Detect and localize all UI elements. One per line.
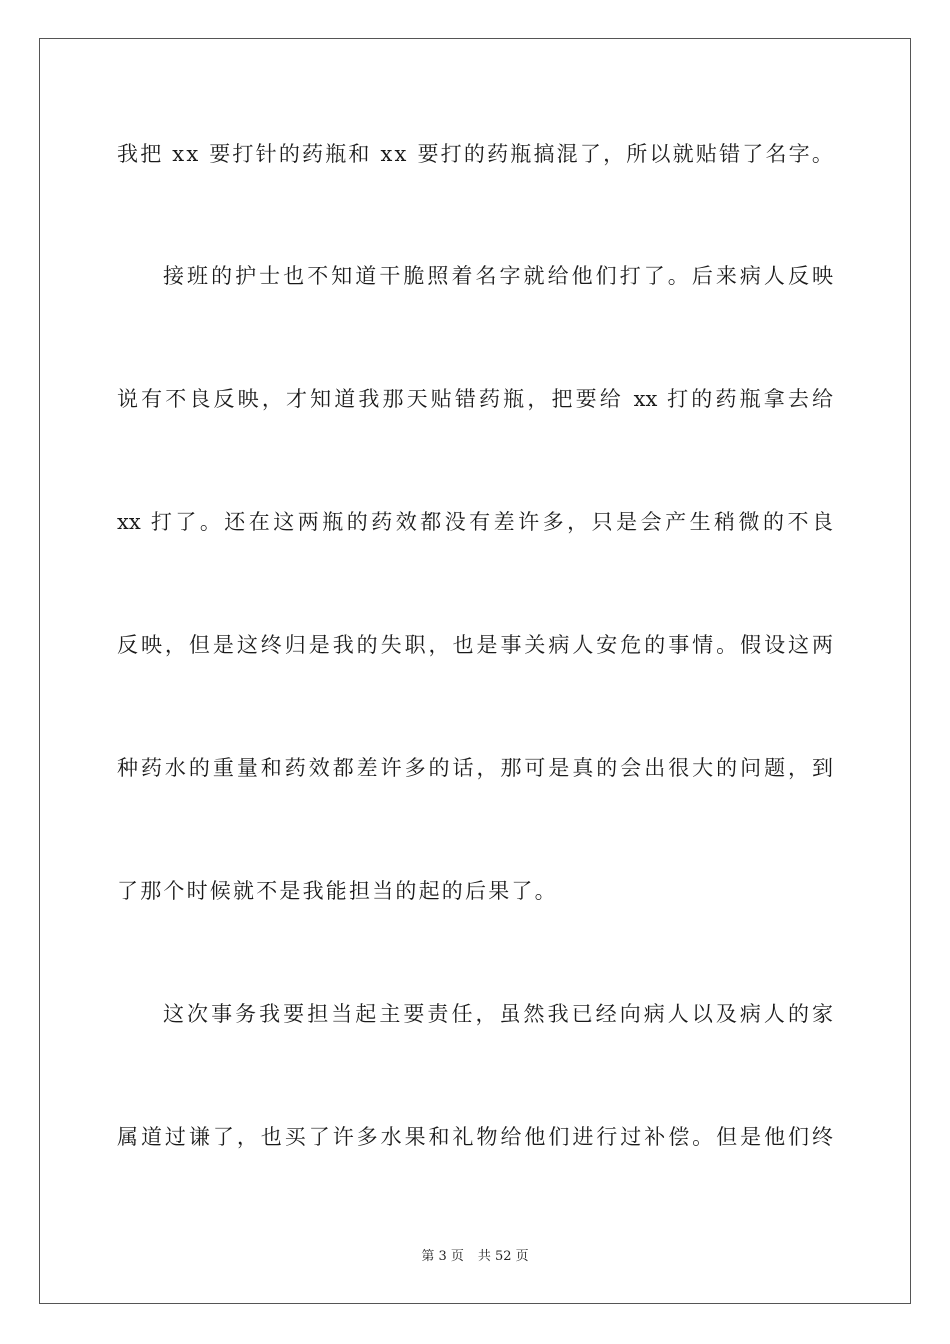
page-footer — [0, 1248, 950, 1266]
text-line-4: xx 打了。还在这两瓶的药效都没有差许多，只是会产生稍微的不良 — [117, 510, 833, 534]
text-line-6: 种药水的重量和药效都差许多的话，那可是真的会出很大的问题，到 — [117, 756, 833, 780]
page-number: 第 3 页 — [421, 1249, 464, 1264]
text-line-9: 属道过谦了，也买了许多水果和礼物给他们进行过补偿。但是他们终 — [117, 1125, 833, 1149]
page-border — [39, 38, 911, 1304]
text-line-3: 说有不良反映，才知道我那天贴错药瓶，把要给 xx 打的药瓶拿去给 — [117, 387, 833, 411]
text-line-5: 反映，但是这终归是我的失职，也是事关病人安危的事情。假设这两 — [117, 633, 833, 657]
page-total: 共 52 页 — [477, 1249, 529, 1264]
text-line-7: 了那个时候就不是我能担当的起的后果了。 — [117, 879, 558, 903]
paragraph-start-line-8: 这次事务我要担当起主要责任，虽然我已经向病人以及病人的家 — [163, 1002, 833, 1026]
text-line-1: 我把 xx 要打针的药瓶和 xx 要打的药瓶搞混了，所以就贴错了名字。 — [117, 142, 836, 166]
paragraph-start-line-2: 接班的护士也不知道干脆照着名字就给他们打了。后来病人反映 — [163, 264, 833, 288]
